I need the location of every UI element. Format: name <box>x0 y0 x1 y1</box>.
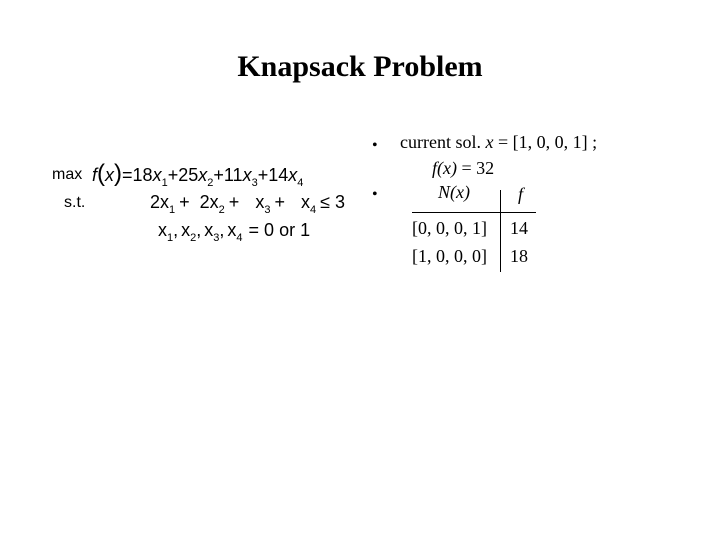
dom-comma-2: , <box>196 220 202 240</box>
dom-tail: = 0 or 1 <box>248 220 311 240</box>
obj-x: x <box>105 165 115 185</box>
table-header-divider <box>412 212 536 213</box>
con-sub-3: 3 <box>264 204 271 216</box>
dom-var-1: x <box>158 220 167 240</box>
objective-function <box>92 160 303 188</box>
dom-sub-3: 3 <box>213 232 220 244</box>
con-sub-4: 4 <box>309 204 317 216</box>
st-label: s.t. <box>64 194 86 211</box>
con-term-2: 2x <box>199 192 219 212</box>
neighborhood-table <box>400 182 540 274</box>
fx-paren: (x) <box>437 158 457 178</box>
obj-sub-1: 1 <box>161 177 168 189</box>
obj-sub-3: 3 <box>251 177 258 189</box>
row-2-value: 18 <box>510 246 528 266</box>
dom-var-3: x <box>204 220 214 240</box>
obj-sub-2: 2 <box>207 177 214 189</box>
obj-op-1: + <box>167 165 179 185</box>
row-1-value: 14 <box>510 218 528 238</box>
obj-var-4: x <box>288 165 298 185</box>
obj-var-3: x <box>242 165 252 185</box>
obj-var-2: x <box>198 165 208 185</box>
obj-coef-4: 14 <box>268 165 289 185</box>
con-op-3: + <box>274 192 285 212</box>
con-sub-1: 1 <box>169 204 176 216</box>
obj-rparen: ) <box>114 160 123 187</box>
current-solution <box>400 132 597 153</box>
obj-coef-3: 11 <box>223 165 243 185</box>
fx-f: f <box>432 158 438 178</box>
bullet-2: • <box>372 186 378 203</box>
dom-comma-3: , <box>219 220 225 240</box>
obj-f: f <box>92 165 98 185</box>
table-vertical-divider <box>500 190 501 272</box>
fx-value: = 32 <box>457 158 495 178</box>
obj-sub-4: 4 <box>297 177 304 189</box>
obj-lparen: ( <box>97 160 106 187</box>
current-prefix: current sol. <box>400 132 486 152</box>
dom-var-4: x <box>227 220 237 240</box>
obj-coef-1: 18 <box>132 165 153 185</box>
max-label: max <box>52 166 83 183</box>
obj-op-2: + <box>213 165 224 185</box>
con-op-1: + <box>179 192 190 212</box>
obj-eq: = <box>122 165 133 185</box>
constraint-row <box>150 192 345 216</box>
con-term-4: x <box>300 192 310 212</box>
con-term-1: 2x <box>150 192 170 212</box>
header-f: f <box>518 184 524 204</box>
dom-sub-4: 4 <box>236 232 243 244</box>
current-suffix: = [1, 0, 0, 1] ; <box>493 132 598 152</box>
obj-op-3: + <box>257 165 269 185</box>
domain-row <box>158 220 311 244</box>
row-2-solution: [1, 0, 0, 0] <box>412 246 487 266</box>
dom-sub-2: 2 <box>190 232 197 244</box>
bullet-1: • <box>372 137 378 154</box>
con-rel: ≤ 3 <box>320 192 345 212</box>
con-sub-2: 2 <box>218 204 225 216</box>
page-title: Knapsack Problem <box>237 50 483 83</box>
dom-sub-1: 1 <box>167 232 174 244</box>
header-neighborhood: N(x) <box>438 182 470 202</box>
dom-var-2: x <box>181 220 191 240</box>
con-term-3: x <box>255 192 265 212</box>
dom-comma-1: , <box>173 220 179 240</box>
con-op-2: + <box>228 192 240 212</box>
row-1-solution: [0, 0, 0, 1] <box>412 218 487 238</box>
obj-var-1: x <box>152 165 162 185</box>
current-var: x <box>485 132 494 152</box>
obj-coef-2: 25 <box>178 165 199 185</box>
current-objective <box>432 158 494 179</box>
